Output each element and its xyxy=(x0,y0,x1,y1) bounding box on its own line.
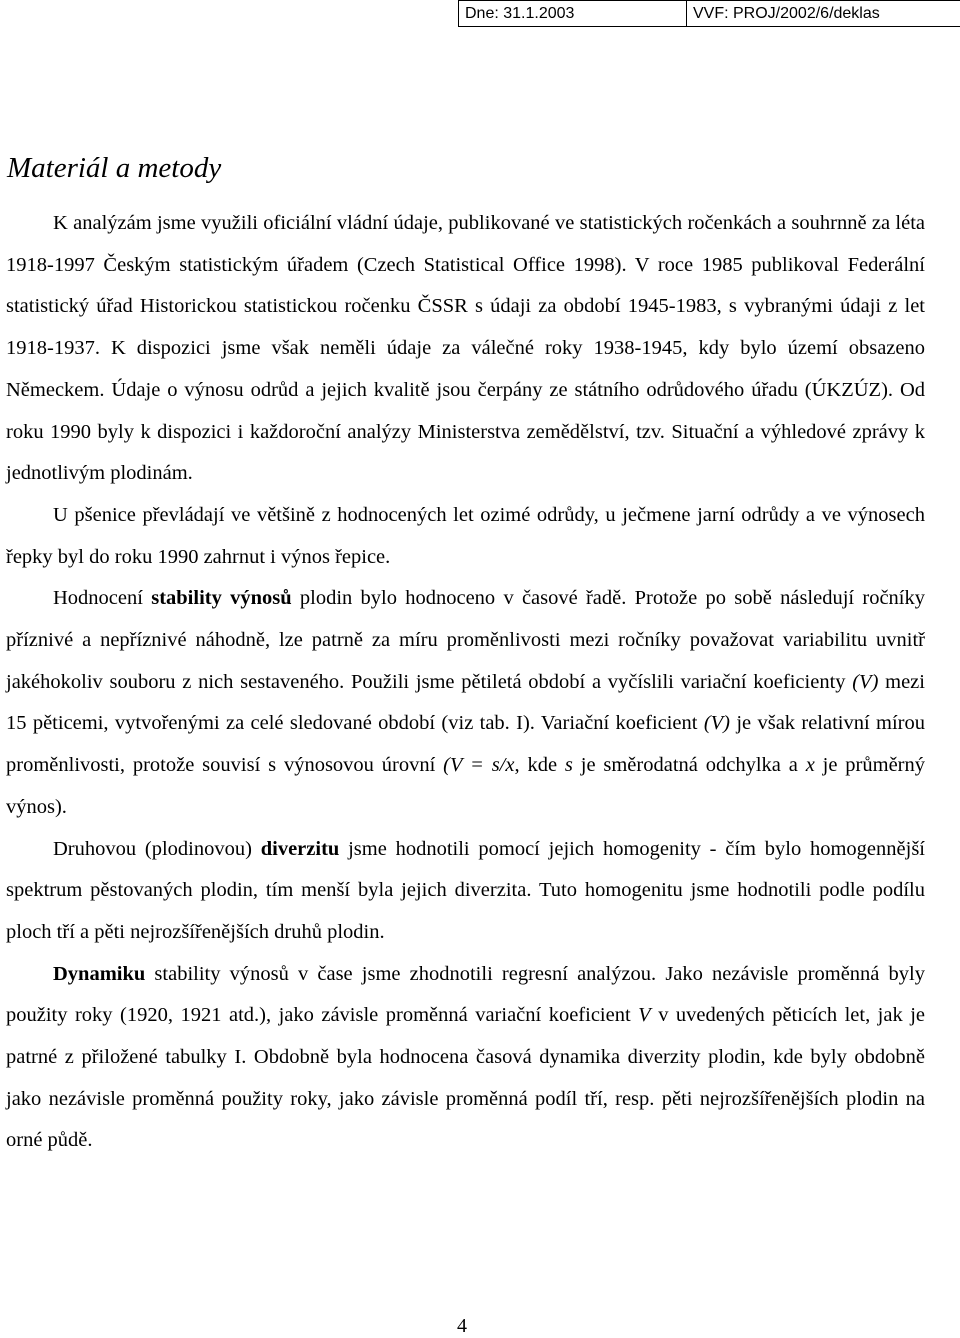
bold-term-dynamics: Dynamiku xyxy=(53,962,146,985)
italic-symbol: (V) xyxy=(703,712,730,735)
header-date: Dne: 31.1.2003 xyxy=(458,0,687,27)
italic-symbol: s xyxy=(564,754,573,777)
text-run: stability výnosů v čase jsme zhodnotili regresní analýzou. Jako nezávisle proměnná byly použity roky (1920, 1921 atd.), jako závisle proměnná variační koeficient xyxy=(6,962,925,1027)
italic-formula: (V = s/x xyxy=(443,754,515,777)
text-run: je směrodatná odchylka a xyxy=(572,754,806,777)
header-reference: VVF: PROJ/2002/6/deklas xyxy=(686,0,960,27)
paragraph-diversity xyxy=(6,829,925,954)
text-run: je průměrný výnos). xyxy=(6,754,925,818)
document-body xyxy=(6,203,925,1162)
text-run: , kde xyxy=(514,754,565,777)
text-run: jsme hodnotili pomocí jejich homogenity - čím bylo homogennější spektrum pěstovaných plodin, tím menší byla jejich diverzita. Tuto homogenitu jsme hodnotili podle podílu ploch tří a pěti nejrozšířenějších druhů plodin. xyxy=(6,837,926,943)
text-run: mezi 15 pěticemi, vytvořenými za celé sledované období (viz tab. I). Variační koeficient xyxy=(6,670,925,735)
text-run: Hodnocení xyxy=(53,587,152,610)
italic-symbol: x xyxy=(805,754,815,777)
text-run: plodin bylo hodnoceno v časové řadě. Protože po sobě následují ročníky příznivé a nepříznivé náhodně, lze patrně za míru proměnlivosti mezi ročníky považovat variabilitu uvnitř jakéhokoliv souboru z nich sestaveného. Použili jsme pětiletá období a vyčíslili variační koeficienty xyxy=(6,587,925,693)
text-run: je však relativní mírou proměnlivosti, protože souvisí s výnosovou úrovní xyxy=(6,712,925,777)
section-title: Materiál a metody xyxy=(7,152,222,184)
bold-term-diversity: diverzitu xyxy=(260,837,340,860)
text-run: Druhovou (plodinovou) xyxy=(53,837,261,860)
paragraph-dynamics xyxy=(6,954,925,1163)
italic-symbol: (V) xyxy=(852,670,879,693)
paragraph-crop-varieties: U pšenice převládají ve většině z hodnocených let ozimé odrůdy, u ječmene jarní odrůdy a ve výnosech řepky byl do roku 1990 zahrnut i výnos řepice. xyxy=(6,503,925,568)
page-number: 4 xyxy=(457,1315,467,1337)
italic-symbol: V xyxy=(638,1004,651,1027)
paragraph-data-sources: K analýzám jsme využili oficiální vládní údaje, publikované ve statistických ročenkách a souhrnně za léta 1918-1997 Českým statistickým úřadem (Czech Statistical Office 1998). V roce 1985 publikoval Federální statistický úřad Historickou statistickou ročenku ČSSR s údaji za období 1945-1983, s vybranými údaji z let 1918-1937. K dispozici jsme však neměli údaje za válečné roky 1938-1945, kdy bylo území obsazeno Německem. Údaje o výnosu odrůd a jejich kvalitě jsou čerpány ze státního odrůdového úřadu (ÚKZÚZ). Od roku 1990 byly k dispozici i každoroční analýzy Ministerstva zemědělství, tzv. Situační a výhledové zprávy k jednotlivým plodinám. xyxy=(6,212,925,485)
bold-term-yield-stability: stability výnosů xyxy=(151,587,292,610)
paragraph-yield-stability xyxy=(6,578,925,828)
text-run: v uvedených pěticích let, jak je patrné z přiložené tabulky I. Obdobně byla hodnocena časová dynamika diverzity plodin, kde byly obdobně jako nezávisle proměnná použity roky, jako závisle proměnná podíl tří, resp. pěti nejrozšířenějších plodin na orné půdě. xyxy=(6,1004,926,1152)
